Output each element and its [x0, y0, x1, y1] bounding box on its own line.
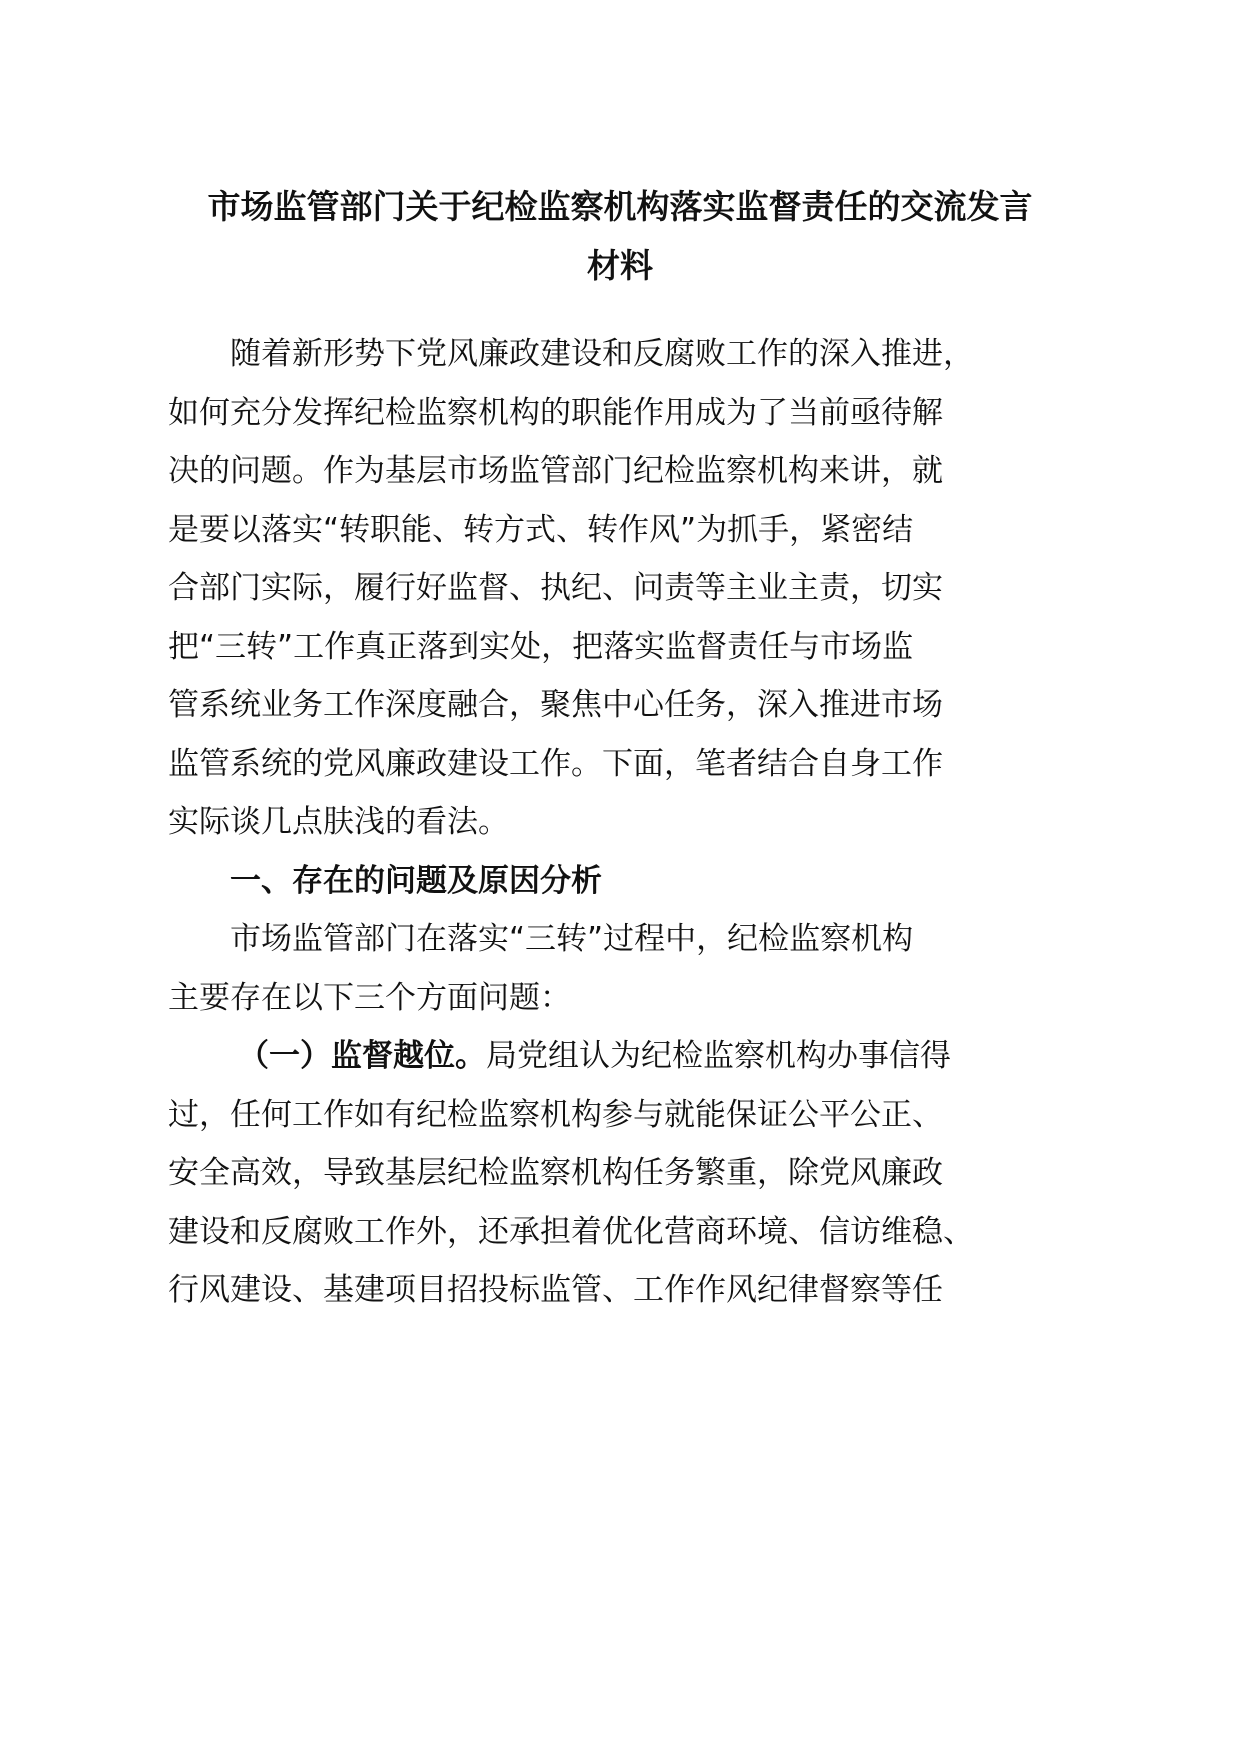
paragraph-subsection-line: 过，任何工作如有纪检监察机构参与就能保证公平公正、: [168, 1096, 943, 1133]
paragraph-intro-line: 合部门实际，履行好监督、执纪、问责等主业主责，切实: [168, 570, 943, 606]
subsection-heading: （一）监督越位。: [238, 1038, 486, 1074]
paragraph-subsection-line: 建设和反腐败工作外，还承担着优化营商环境、信访维稳、: [168, 1213, 974, 1250]
document-body: [168, 325, 974, 1320]
paragraph-subsection-line: 行风建设、基建项目招投标监管、工作作风纪律督察等任: [168, 1272, 943, 1308]
paragraph-intro-line: 决的问题。作为基层市场监管部门纪检监察机构来讲，就: [168, 453, 943, 489]
document-title-line-2: 材料: [587, 246, 653, 285]
paragraph-subsection-line: 安全高效，导致基层纪检监察机构任务繁重，除党风廉政: [168, 1155, 943, 1191]
paragraph-problems-line: 主要存在以下三个方面问题：: [168, 979, 571, 1016]
paragraph-intro-line: 实际谈几点肤浅的看法。: [168, 804, 509, 840]
subsection-text: 局党组认为纪检监察机构办事信得: [486, 1038, 951, 1074]
paragraph-intro-line: 随着新形势下党风廉政建设和反腐败工作的深入推进，: [230, 336, 974, 372]
document-title-line-1: 市场监管部门关于纪检监察机构落实监督责任的交流发言: [207, 187, 1033, 226]
subsection-line: [168, 1027, 951, 1086]
paragraph-intro-line: 是要以落实“转职能、转方式、转作风”为抓手，紧密结: [168, 511, 914, 548]
paragraph-intro-line: 如何充分发挥纪检监察机构的职能作用成为了当前亟待解: [168, 394, 943, 431]
paragraph-intro-line: 监管系统的党风廉政建设工作。下面，笔者结合自身工作: [168, 745, 943, 782]
paragraph-problems-line: 市场监管部门在落实“三转”过程中，纪检监察机构: [230, 921, 914, 957]
section-heading: 一、存在的问题及原因分析: [230, 862, 602, 899]
paragraph-intro-line: 把“三转”工作真正落到实处，把落实监督责任与市场监: [168, 628, 914, 665]
paragraph-intro-line: 管系统业务工作深度融合，聚焦中心任务，深入推进市场: [168, 687, 943, 723]
